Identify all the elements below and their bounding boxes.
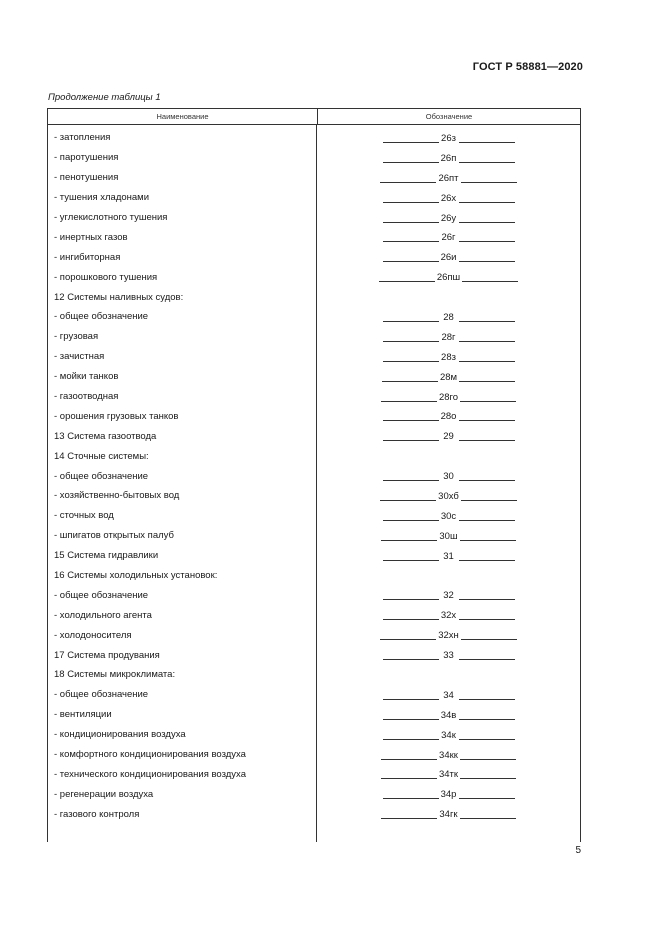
row-code: [317, 510, 580, 522]
designation-value: 34к: [441, 729, 456, 741]
column-header-code: Обозначение: [425, 112, 473, 121]
table-row: [48, 188, 580, 208]
row-code: [317, 231, 580, 243]
row-name: 16 Системы холодильных установок:: [54, 570, 218, 582]
table-row: [48, 745, 580, 765]
designation-value: 26п: [440, 152, 457, 164]
table-row: [48, 486, 580, 506]
underline-left: [383, 202, 439, 203]
row-name: 14 Сточные системы:: [54, 450, 149, 462]
row-name: - регенерации воздуха: [54, 788, 154, 800]
row-code: [317, 689, 580, 701]
underline-right: [461, 500, 517, 501]
row-name: - порошкового тушения: [54, 271, 158, 283]
table-header: [47, 108, 581, 125]
row-code: [317, 490, 580, 502]
underline-right: [459, 739, 515, 740]
row-code: [317, 808, 580, 820]
row-code: [317, 291, 580, 303]
row-name: - грузовая: [54, 331, 99, 343]
designation-value: 28м: [439, 371, 458, 383]
underline-right: [459, 381, 515, 382]
table-body: [47, 125, 581, 842]
table-row: [48, 605, 580, 625]
underline-right: [459, 202, 515, 203]
table-row: [48, 307, 580, 327]
row-name: - холодоносителя: [54, 629, 132, 641]
table-row: [48, 168, 580, 188]
underline-right: [460, 818, 516, 819]
designation-value: 26и: [440, 252, 457, 264]
row-code: [317, 371, 580, 383]
underline-left: [383, 440, 439, 441]
table-row: [48, 506, 580, 526]
underline-right: [461, 182, 517, 183]
underline-left: [383, 739, 439, 740]
designation-value: 26пш: [436, 272, 461, 284]
row-name: - газового контроля: [54, 808, 140, 820]
row-code: [317, 649, 580, 661]
row-code: [317, 570, 580, 582]
row-code: [317, 152, 580, 164]
table-row: [48, 645, 580, 665]
row-name: - углекислотного тушения: [54, 212, 168, 223]
row-name: 13 Система газоотвода: [54, 430, 157, 442]
row-code: [317, 530, 580, 542]
table-row: [48, 725, 580, 745]
underline-left: [383, 162, 439, 163]
table-row: [48, 585, 580, 605]
designation-value: 28г: [441, 331, 456, 343]
designation-value: 29: [443, 431, 454, 443]
table-row: [48, 765, 580, 785]
underline-right: [460, 778, 516, 779]
table-row: [48, 546, 580, 566]
page-number: 5: [575, 845, 581, 856]
underline-left: [383, 261, 439, 262]
designation-value: 32: [443, 590, 454, 602]
underline-right: [459, 321, 515, 322]
row-code: [317, 251, 580, 263]
row-code: [317, 331, 580, 343]
designation-value: 30ш: [439, 530, 458, 542]
underline-right: [459, 162, 515, 163]
underline-left: [380, 182, 436, 183]
underline-right: [460, 759, 516, 760]
row-name: - ингибиторная: [54, 251, 121, 263]
table-row: [48, 327, 580, 347]
row-code: [317, 550, 580, 562]
table-row: [48, 784, 580, 804]
underline-left: [381, 778, 437, 779]
table-row: [48, 208, 580, 228]
row-code: [317, 709, 580, 721]
designation-value: 32хн: [438, 630, 459, 642]
underline-right: [459, 798, 515, 799]
underline-left: [380, 639, 436, 640]
underline-left: [383, 599, 439, 600]
underline-left: [383, 699, 439, 700]
underline-left: [382, 381, 438, 382]
table-row: [48, 446, 580, 466]
row-name: - общее обозначение: [54, 689, 149, 701]
underline-left: [381, 759, 437, 760]
row-name: - пенотушения: [54, 172, 119, 184]
row-code: [317, 629, 580, 641]
underline-right: [459, 361, 515, 362]
underline-left: [383, 222, 439, 223]
table-row: [48, 625, 580, 645]
underline-right: [462, 281, 518, 282]
row-name: - инертных газов: [54, 231, 128, 243]
column-header-name: Наименование: [48, 109, 318, 124]
underline-left: [383, 420, 439, 421]
row-name: - комфортного кондиционирования воздуха: [54, 749, 246, 761]
row-code: [317, 430, 580, 442]
underline-right: [460, 540, 516, 541]
designation-value: 30хб: [438, 490, 459, 502]
designation-value: 34: [443, 689, 454, 701]
underline-right: [459, 142, 515, 143]
table-row: [48, 287, 580, 307]
designation-value: 34в: [440, 709, 457, 721]
underline-left: [383, 798, 439, 799]
underline-left: [381, 540, 437, 541]
table-row: [48, 387, 580, 407]
table-row: [48, 804, 580, 824]
designation-value: 32х: [440, 610, 457, 622]
row-code: [317, 410, 580, 422]
designation-table: [47, 108, 581, 842]
underline-left: [383, 659, 439, 660]
row-name: - технического кондиционирования воздуха: [54, 768, 246, 780]
designation-value: 26у: [440, 212, 457, 224]
underline-right: [460, 401, 516, 402]
underline-right: [459, 480, 515, 481]
row-code: [317, 192, 580, 204]
row-name: - шпигатов открытых палуб: [54, 530, 174, 542]
underline-left: [383, 520, 439, 521]
designation-value: 34р: [440, 789, 457, 801]
row-name: - затопления: [54, 132, 111, 144]
underline-left: [383, 321, 439, 322]
designation-value: 28: [443, 311, 454, 323]
document-code: ГОСТ Р 58881—2020: [472, 61, 583, 73]
designation-value: 34кк: [439, 749, 458, 761]
underline-right: [461, 639, 517, 640]
row-name: 18 Системы микроклимата:: [54, 669, 176, 681]
row-code: [317, 470, 580, 482]
row-name: - холодильного агента: [54, 609, 152, 621]
underline-left: [381, 818, 437, 819]
designation-value: 34гк: [439, 809, 458, 821]
row-name: - хозяйственно-бытовых вод: [54, 490, 180, 502]
table-row: [48, 267, 580, 287]
designation-value: 28з: [441, 351, 456, 363]
row-name: - общее обозначение: [54, 589, 149, 601]
row-code: [317, 132, 580, 144]
row-name: - кондиционирования воздуха: [54, 729, 186, 741]
row-name: 12 Системы наливных судов:: [54, 291, 184, 303]
underline-right: [459, 719, 515, 720]
table-caption: Продолжение таблицы 1: [48, 92, 161, 103]
row-name: 15 Система гидравлики: [54, 550, 159, 562]
table-row: [48, 148, 580, 168]
row-name: - мойки танков: [54, 371, 119, 383]
row-code: [317, 609, 580, 621]
table-row: [48, 426, 580, 446]
underline-right: [459, 341, 515, 342]
underline-right: [459, 420, 515, 421]
underline-left: [379, 281, 435, 282]
underline-left: [383, 241, 439, 242]
designation-value: 30с: [440, 510, 457, 522]
designation-value: 26г: [441, 232, 456, 244]
underline-left: [383, 560, 439, 561]
underline-left: [383, 719, 439, 720]
underline-left: [383, 361, 439, 362]
row-code: [317, 450, 580, 462]
designation-value: 30: [443, 471, 454, 483]
row-code: [317, 788, 580, 800]
underline-right: [459, 520, 515, 521]
designation-value: 31: [443, 550, 454, 562]
designation-value: 28о: [440, 411, 457, 423]
underline-left: [383, 142, 439, 143]
table-row: [48, 128, 580, 148]
row-code: [317, 669, 580, 681]
underline-right: [459, 699, 515, 700]
underline-right: [459, 560, 515, 561]
underline-left: [383, 619, 439, 620]
row-name: - общее обозначение: [54, 311, 149, 323]
row-name: - паротушения: [54, 152, 119, 164]
row-code: [317, 749, 580, 761]
table-row: [48, 247, 580, 267]
table-row: [48, 526, 580, 546]
row-code: [317, 311, 580, 323]
table-row: [48, 227, 580, 247]
underline-right: [459, 261, 515, 262]
designation-value: 28го: [438, 391, 459, 403]
underline-right: [459, 659, 515, 660]
designation-value: 34тк: [438, 769, 459, 781]
row-code: [317, 729, 580, 741]
row-name: - общее обозначение: [54, 470, 149, 482]
row-code: [317, 212, 580, 224]
row-code: [317, 172, 580, 184]
row-name: - газоотводная: [54, 391, 119, 403]
designation-value: 26з: [441, 132, 456, 144]
row-name: - зачистная: [54, 351, 105, 363]
table-row: [48, 566, 580, 586]
designation-value: 26х: [440, 192, 457, 204]
row-name: - тушения хладонами: [54, 192, 150, 204]
underline-right: [459, 241, 515, 242]
row-code: [317, 351, 580, 363]
table-row: [48, 347, 580, 367]
underline-right: [459, 599, 515, 600]
designation-value: 26пт: [438, 172, 459, 184]
table-row: [48, 367, 580, 387]
underline-right: [459, 222, 515, 223]
row-name: - орошения грузовых танков: [54, 410, 179, 422]
underline-right: [459, 619, 515, 620]
table-row: [48, 705, 580, 725]
row-name: - вентиляции: [54, 709, 112, 721]
row-name: - сточных вод: [54, 510, 114, 522]
row-code: [317, 391, 580, 403]
table-row: [48, 685, 580, 705]
row-code: [317, 768, 580, 780]
underline-left: [383, 480, 439, 481]
row-name: 17 Система продувания: [54, 649, 160, 661]
table-row: [48, 665, 580, 685]
underline-right: [459, 440, 515, 441]
row-code: [317, 271, 580, 283]
row-code: [317, 589, 580, 601]
underline-left: [380, 500, 436, 501]
table-row: [48, 466, 580, 486]
designation-value: 33: [443, 650, 454, 662]
table-row: [48, 406, 580, 426]
underline-left: [381, 401, 437, 402]
underline-left: [383, 341, 439, 342]
